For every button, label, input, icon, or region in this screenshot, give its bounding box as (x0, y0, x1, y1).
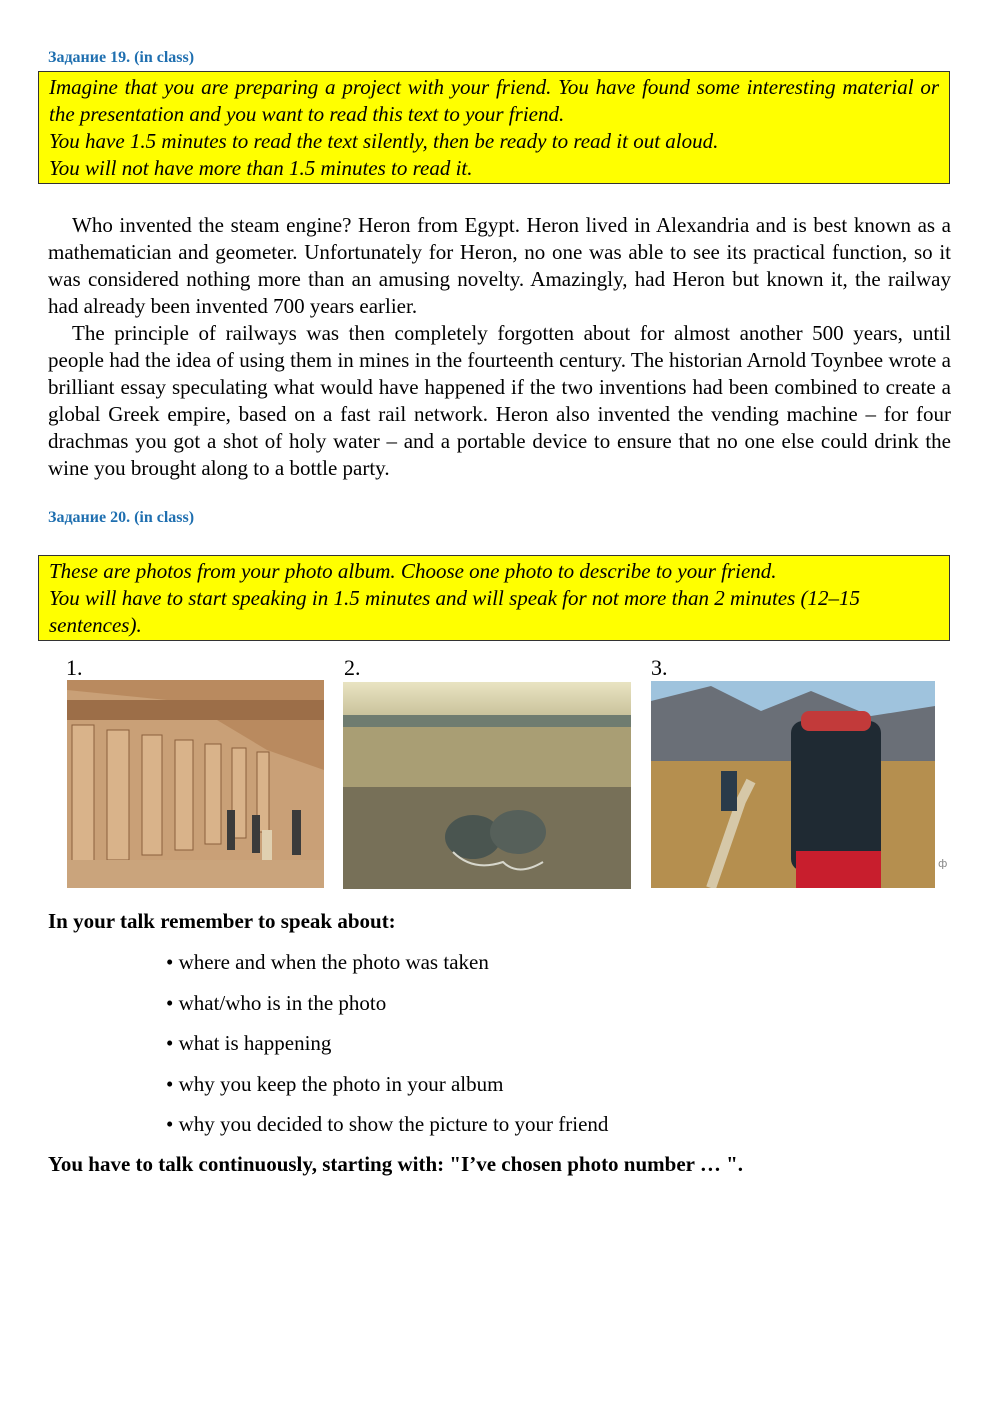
list-item: • why you keep the photo in your album (166, 1071, 504, 1096)
task-19-title: Задание 19. (in class) (48, 49, 195, 66)
list-item: • where and when the photo was taken (166, 950, 489, 974)
list-item: • what is happening (166, 1031, 332, 1055)
task-19-instructions (38, 71, 950, 184)
talking-points-list (166, 948, 608, 1151)
list-item: • why you decided to show the picture to your friend (166, 1112, 609, 1136)
reading-paragraph-1: Who invented the steam engine? Heron from Egypt. Heron lived in Alexandria and is best known as a mathematician and geometer. Unfortunately for Heron, no one was able to see its practical function, so it was considered nothing more than an amusing novelty. Amazingly, had Heron but known it, the railway had already been invented 700 years earlier. (48, 213, 951, 318)
list-item: • what/who is in the photo (166, 990, 387, 1015)
watermark: ф (938, 857, 948, 870)
task-20-instructions (38, 555, 950, 641)
instruction-line: You will not have more than 1.5 minutes to read it. (49, 156, 473, 180)
instruction-line: You will have to start speaking in 1.5 minutes and will speak for not more than 2 minutes (12–15 sentences). (49, 586, 861, 637)
task-20-title: Задание 20. (in class) (48, 509, 195, 526)
temple-photo (67, 680, 324, 888)
remember-heading: In your talk remember to speak about: (48, 909, 396, 933)
photo-number-1: 1. (66, 655, 83, 680)
instruction-line: These are photos from your photo album. Choose one photo to describe to your friend. (49, 559, 777, 583)
instruction-line: You have 1.5 minutes to read the text silently, then be ready to read it out aloud. (49, 129, 719, 153)
beach-sneakers-photo (343, 682, 631, 889)
hiker-photo (651, 681, 935, 888)
photo-number-2: 2. (344, 655, 361, 680)
closing-instruction: You have to talk continuously, starting with: "I’ve chosen photo number … ". (48, 1152, 744, 1176)
reading-paragraph-2: The principle of railways was then completely forgotten about for almost another 500 years, until people had the idea of using them in mines in the fourteenth century. The historian Arnold Toynbee wrote a brilliant essay speculating what would have happened if the two inventions had been combined to create a global Greek empire, based on a fast rail network. Heron also invented the vending machine – for four drachmas you got a shot of holy water – and a portable device to ensure that no one else could drink the wine you brought along to a bottle party. (48, 321, 951, 480)
photo-number-3: 3. (651, 655, 668, 680)
instruction-line: Imagine that you are preparing a project with your friend. You have found some interesting material or the presentation and you want to read this text to your friend. (49, 75, 939, 126)
